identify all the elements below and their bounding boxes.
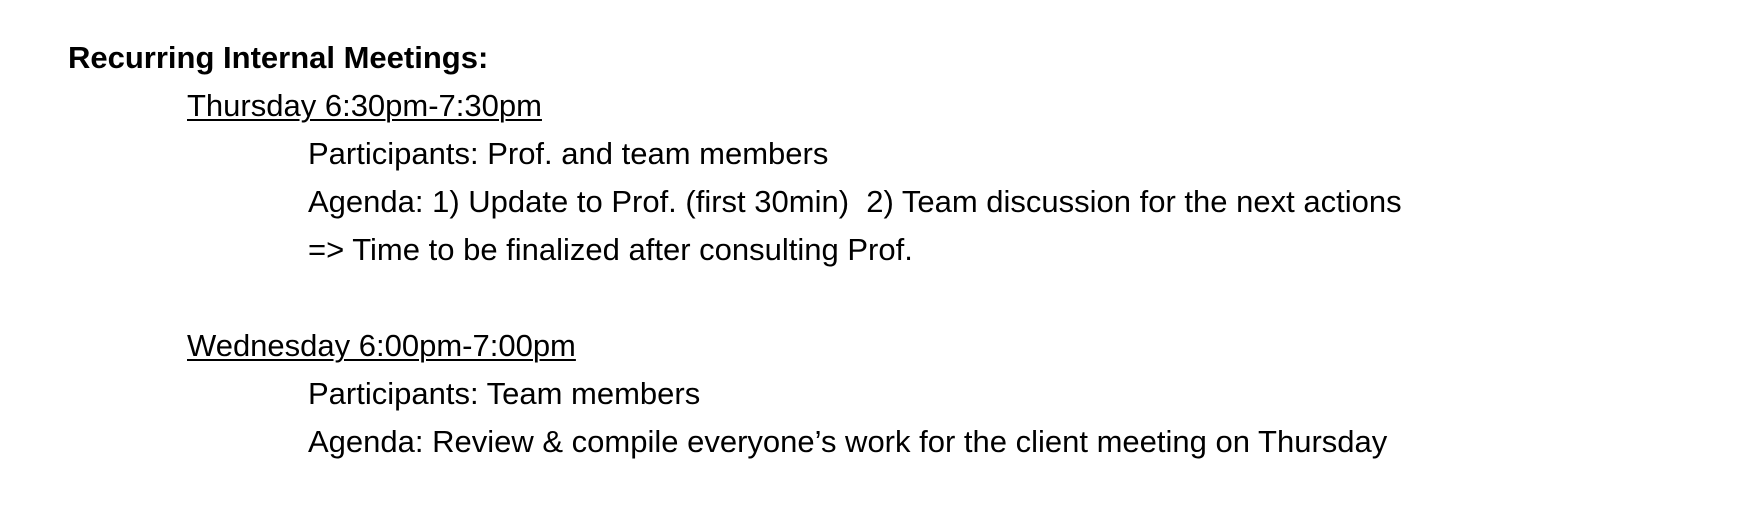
- meeting-note-thursday: => Time to be finalized after consulting Prof.: [308, 232, 913, 267]
- section-heading: Recurring Internal Meetings:: [68, 40, 489, 75]
- meeting-time-wednesday: Wednesday 6:00pm-7:00pm: [187, 328, 576, 363]
- meeting-participants-wednesday: Participants: Team members: [308, 376, 701, 411]
- meeting-time-thursday: Thursday 6:30pm-7:30pm: [187, 88, 542, 123]
- meeting-agenda-thursday: Agenda: 1) Update to Prof. (first 30min) 2) Team discussion for the next actions: [308, 184, 1402, 219]
- meeting-agenda-wednesday: Agenda: Review & compile everyone’s work for the client meeting on Thursday: [308, 424, 1388, 459]
- meeting-participants-thursday: Participants: Prof. and team members: [308, 136, 829, 171]
